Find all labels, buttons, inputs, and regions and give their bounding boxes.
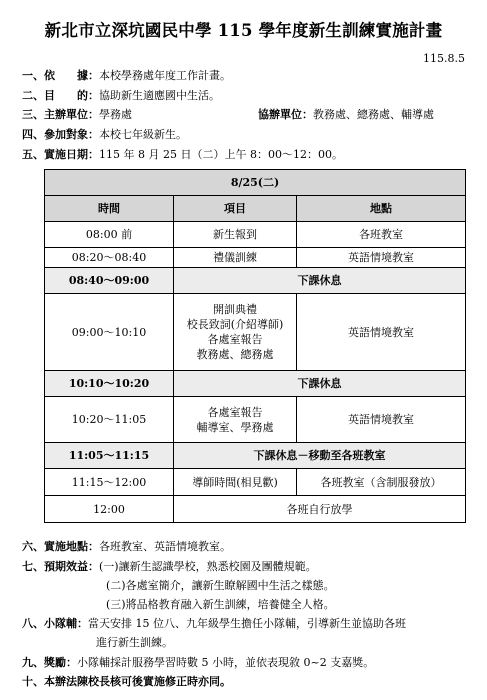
item-line: 各處室報告 [207,333,263,346]
table-row [45,248,466,268]
section-approval [22,675,231,689]
section-benefits-label: 七、預期效益： [22,560,99,573]
row-break: 下課休息 [174,268,466,294]
item-line: 輔導室、學務處 [196,420,274,434]
section-location-text: 各班教室、英語情境教室。 [99,540,231,553]
table-row [45,196,466,222]
section-participants-text: 本校七年級新生。 [99,128,187,141]
table-row [45,443,466,469]
row-time: 12:00 [45,496,174,523]
section-organizer [22,108,132,122]
row-time: 08:40～09:00 [45,268,174,294]
page-title: 新北市立深坑國民中學 115 學年度新生訓練實施計畫 [44,21,443,40]
benefit-item: (一)讓新生認識學校，熟悉校園及團體規範。 [99,560,317,573]
section-organizer-label: 三、主辦單位： [22,108,99,121]
row-time: 10:20～11:05 [45,397,174,443]
row-time: 11:15～12:00 [45,469,174,496]
section-basis-label: 一、依 據： [22,69,99,82]
section-co-organizer-text: 教務處、總務處、輔導處 [313,108,434,121]
section-co-organizer-label: 協辦單位： [258,108,313,121]
section-team-assistants-continued: 進行新生訓練。 [96,636,173,649]
schedule-day-header: 8/25(二) [45,170,466,196]
row-item: 禮儀訓練 [174,248,297,268]
section-location-label: 六、實施地點： [22,540,99,553]
row-time: 10:10～10:20 [45,371,174,397]
table-row [45,496,466,523]
section-location [22,540,231,554]
benefit-item: (二)各處室簡介，讓新生瞭解國中生活之樣態。 [106,579,335,592]
column-header-item: 項目 [174,196,297,222]
table-row [45,222,466,248]
item-line: 教務處、總務處 [196,348,274,361]
section-basis-text: 本校學務處年度工作計畫。 [99,69,231,82]
row-time: 08:20～08:40 [45,248,174,268]
section-purpose [22,89,220,103]
row-merged: 各班自行放學 [174,496,466,523]
row-place: 英語情境教室 [297,397,466,443]
benefit-item: (三)將品格教育融入新生訓練，培養健全人格。 [106,598,335,611]
item-line: 開訓典禮 [213,303,257,316]
row-time: 11:05～11:15 [45,443,174,469]
column-header-time: 時間 [45,196,174,222]
section-team-assistants-text: 當天安排 15 位八、九年級學生擔任小隊輔，引導新生並協助各班 [88,617,406,630]
section-co-organizer [258,108,434,122]
row-item: 新生報到 [174,222,297,248]
section-rewards [22,656,374,670]
section-participants-label: 四、參加對象： [22,128,99,141]
item-line: 校長致詞(介紹導師) [186,318,284,331]
row-place: 英語情境教室 [297,248,466,268]
section-date-text: 115 年 8 月 25 日（二）上午 8：00～12：00。 [99,148,343,161]
row-place: 各班教室 [297,222,466,248]
item-line: 各處室報告 [207,405,263,419]
schedule-table [44,169,466,523]
table-row [45,170,466,196]
section-purpose-label: 二、目 的： [22,89,99,102]
section-organizer-text: 學務處 [99,108,132,121]
row-place: 英語情境教室 [297,294,466,371]
row-item: 導師時間(相見歡) [174,469,297,496]
row-break: 下課休息－移動至各班教室 [174,443,466,469]
section-team-assistants-label: 八、小隊輔： [22,617,88,630]
row-break: 下課休息 [174,371,466,397]
table-row [45,371,466,397]
document-date: 115.8.5 [423,52,465,65]
column-header-place: 地點 [297,196,466,222]
section-purpose-text: 協助新生適應國中生活。 [99,89,220,102]
section-approval-label: 十、本辦法陳校長核可後實施修正時亦同。 [22,675,231,688]
row-item [174,397,297,443]
section-rewards-text: 小隊輔採計服務學習時數 5 小時，並依表現敘 0~2 支嘉獎。 [77,656,375,669]
row-time: 08:00 前 [45,222,174,248]
section-date-label: 五、實施日期： [22,148,99,161]
section-date [22,148,343,162]
section-basis [22,69,231,83]
table-row [45,294,466,371]
section-participants [22,128,187,142]
row-place: 各班教室（含制服發放） [297,469,466,496]
row-item [174,294,297,371]
section-rewards-label: 九、獎勵： [22,656,77,669]
row-time: 09:00～10:10 [45,294,174,371]
table-row [45,268,466,294]
section-benefits [22,560,317,574]
table-row [45,469,466,496]
table-row [45,397,466,443]
section-team-assistants [22,617,406,631]
